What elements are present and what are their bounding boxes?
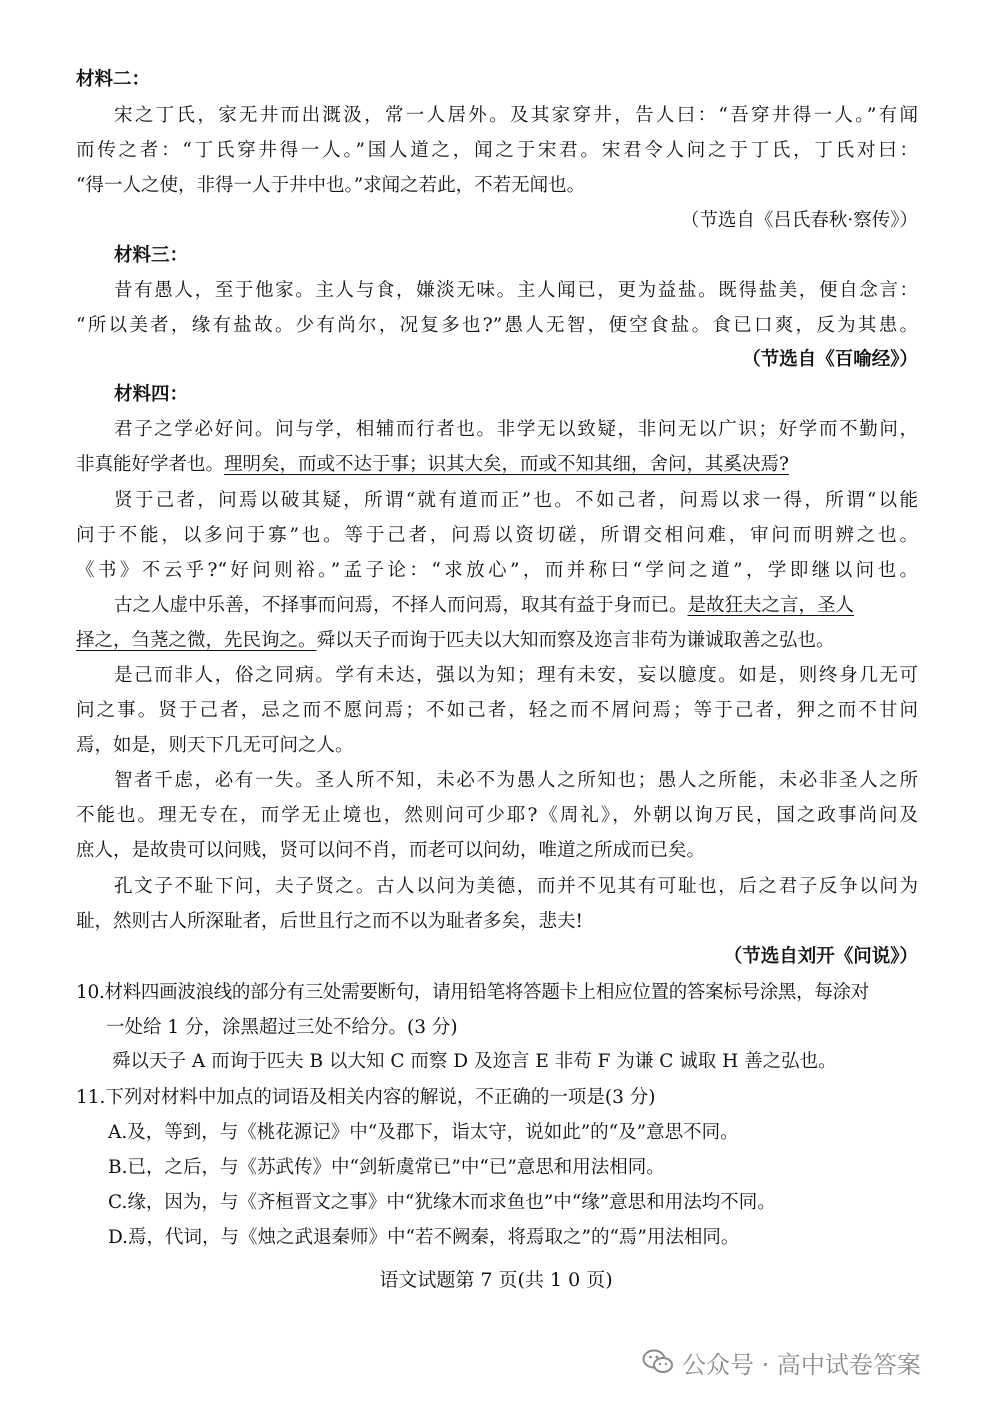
material-4-source: （节选自刘开《问说》） bbox=[723, 946, 918, 967]
material-4-line: 庶人，是故贵可以问贱，贤可以问不肖，而老可以问幼，唯道之所成而已矣。 bbox=[76, 840, 706, 861]
material-4-line bbox=[76, 627, 918, 655]
material-2-heading: 材料二： bbox=[76, 69, 151, 90]
underlined-sentence: 理明矣，而或不达于事；识其大矣，而或不知其细，舍问，其奚决焉? bbox=[224, 454, 789, 475]
underlined-sentence: 择之，刍荛之微，先民询之。 bbox=[76, 630, 317, 651]
material-4-line bbox=[114, 592, 918, 620]
material-4-line: 是己而非人，俗之同病。学有未达，强以为知；理有未安，妄以臆度。如是，则终身几无可 bbox=[114, 665, 918, 686]
text-run: 古之人虚中乐善，不择事而问焉，不择人而问焉，取其有益于身而已。 bbox=[114, 595, 688, 616]
question-11-option-a: A.及，等到，与《桃花源记》中“及郡下，诣太守，说如此”的“及”意思不同。 bbox=[108, 1122, 739, 1143]
question-11-option-d: D.焉，代词，与《烛之武退秦师》中“若不阙秦，将焉取之”的“焉”用法相同。 bbox=[108, 1227, 740, 1248]
material-4-line: 孔文子不耻下问，夫子贤之。古人以问为美德，而并不见其有可耻也，后之君子反争以问为 bbox=[114, 876, 918, 897]
material-4-line: 耻，然则古人所深耻者，后世且行之而不以为耻者多矣，悲夫! bbox=[76, 911, 583, 932]
material-4-line: 焉，如是，则天下几无可问之人。 bbox=[76, 735, 354, 756]
question-11-option-b: B.已，之后，与《苏武传》中“剑斩虞常已”中“已”意思和用法相同。 bbox=[108, 1157, 665, 1178]
question-11-option-c: C.缘，因为，与《齐桓晋文之事》中“犹缘木而求鱼也”中“缘”意思和用法均不同。 bbox=[108, 1192, 776, 1213]
material-4-line: 问之事。贤于己者，忌之而不愿问焉；不如己者，轻之而不屑问焉；等于己者，狎之而不甘问 bbox=[76, 700, 918, 721]
question-11-stem: 11.下列对材料中加点的词语及相关内容的解说，不正确的一项是(3 分) bbox=[76, 1087, 656, 1108]
material-4-line: 问于不能，以多问于寡”也。等于己者，问焉以资切磋，所谓交相问难，审问而明辨之也。 bbox=[76, 525, 918, 546]
question-10-stem: 10.材料四画波浪线的部分有三处需要断句，请用铅笔将答题卡上相应位置的答案标号涂黑，每涂对 bbox=[76, 982, 869, 1003]
page-footer: 语文试题第 7 页(共 1 0 页) bbox=[379, 1269, 613, 1291]
material-4-line: 《书》不云乎?“好问则裕。”孟子论：“求放心”，而并称曰“学问之道”，学即继以问也。 bbox=[76, 560, 918, 581]
material-3-source: （节选自《百喻经》） bbox=[742, 349, 918, 370]
wechat-icon bbox=[642, 1348, 674, 1376]
material-2-line: “得一人之使，非得一人于井中也。”求闻之若此，不若无闻也。 bbox=[76, 175, 586, 196]
question-10-sentence: 舜以天子 A 而询于匹夫 B 以大知 C 而察 D 及迩言 E 非苟 F 为谦 C 诚取 H 善之弘也。 bbox=[112, 1051, 837, 1072]
material-4-line: 君子之学必好问。问与学，相辅而行者也。非学无以致疑，非问无以广识；好学而不勤问， bbox=[114, 419, 918, 440]
question-10-stem: 一处给 1 分，涂黑超过三处不给分。(3 分) bbox=[106, 1017, 458, 1038]
watermark-text: 公众号 · 高中试卷答案 bbox=[682, 1350, 921, 1379]
material-4-line: 不能也。理无专在，而学无止境也，然则问可少耶?《周礼》，外朝以询万民，国之政事尚问及 bbox=[76, 805, 918, 826]
material-3-line: “所以美者，缘有盐故。少有尚尔，况复多也?”愚人无智，便空食盐。食已口爽，反为其患。 bbox=[76, 315, 918, 336]
material-4-line bbox=[76, 451, 918, 479]
material-2-line: 宋之丁氏，家无井而出溉汲，常一人居外。及其家穿井，告人曰：“吾穿井得一人。”有闻 bbox=[114, 105, 918, 126]
text-run: 非真能好学者也。 bbox=[76, 454, 225, 475]
material-4-line: 贤于己者，问焉以破其疑，所谓“就有道而正”也。不如己者，问焉以求一得，所谓“以能 bbox=[114, 490, 918, 511]
watermark bbox=[642, 1346, 921, 1378]
material-2-line: 而传之者：“丁氏穿井得一人。”国人道之，闻之于宋君。宋君令人问之于丁氏，丁氏对曰： bbox=[76, 140, 918, 161]
underlined-sentence: 是故狂夫之言，圣人 bbox=[687, 595, 855, 616]
material-2-source: （节选自《吕氏春秋·察传》） bbox=[680, 210, 918, 231]
wavy-line-sentence: 舜以天子而询于匹夫以大知而察及迩言非苟为谦诚取善之弘也。 bbox=[316, 630, 835, 651]
material-4-heading: 材料四： bbox=[114, 384, 189, 405]
material-4-line: 智者千虑，必有一失。圣人所不知，未必不为愚人之所知也；愚人之所能，未必非圣人之所 bbox=[114, 770, 918, 791]
material-3-heading: 材料三： bbox=[114, 245, 189, 266]
material-3-line: 昔有愚人，至于他家。主人与食，嫌淡无味。主人闻已，更为益盐。既得盐美，便自念言： bbox=[114, 280, 918, 301]
